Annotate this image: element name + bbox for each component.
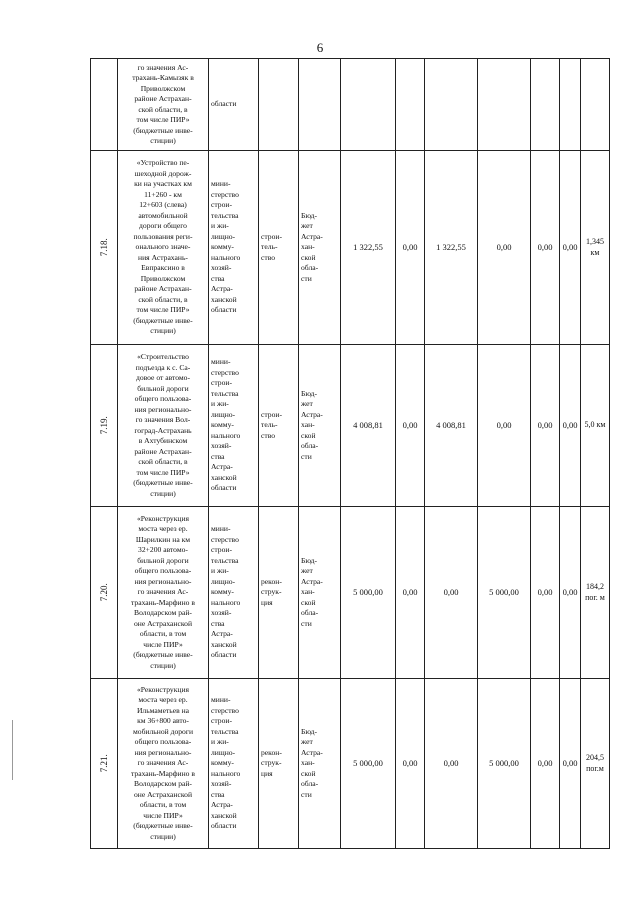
total-amount-cell	[341, 151, 396, 345]
amount-col-2-cell	[396, 679, 425, 849]
capacity-value: 5,0 км	[584, 420, 606, 430]
amount-col-6-cell	[560, 679, 581, 849]
funding-source: Бюд- жет Астра- хан- ской обла- сти	[301, 555, 323, 628]
amount-col-3-cell	[425, 679, 478, 849]
program-table	[90, 58, 610, 849]
amount-col-5-cell	[531, 679, 560, 849]
work-type: рекон- струк- ция	[261, 747, 282, 778]
total-amount: 5 000,00	[353, 758, 383, 769]
amount-col-3-cell	[425, 151, 478, 345]
amount-col-6: 0,00	[562, 242, 578, 253]
amount-col-3-cell	[425, 507, 478, 679]
funding-source: Бюд- жет Астра- хан- ской обла- сти	[301, 388, 323, 461]
project-name: го значения Ас- трахань-Камызяк в Приволжском районе Астрахан- ской области, в том числе ПИР» (бюджетные инве- стиции)	[132, 62, 194, 145]
page-number: 6	[316, 40, 324, 55]
row-number: 7.19.	[98, 416, 109, 434]
amount-col-2-cell	[396, 59, 425, 151]
project-name-cell	[118, 507, 209, 679]
responsible-organization: области	[211, 99, 237, 109]
amount-col-2-cell	[396, 151, 425, 345]
work-type: рекон- струк- ция	[261, 576, 282, 607]
capacity-value-cell	[581, 345, 610, 507]
total-amount-cell	[341, 507, 396, 679]
work-type-cell	[259, 507, 299, 679]
funding-source-cell	[299, 59, 341, 151]
funding-source: Бюд- жет Астра- хан- ской обла- сти	[301, 210, 323, 283]
funding-source: Бюд- жет Астра- хан- ской обла- сти	[301, 726, 323, 799]
amount-col-3: 1 322,55	[436, 242, 466, 253]
table-row	[91, 507, 610, 679]
responsible-organization-cell	[209, 59, 259, 151]
amount-col-6-cell	[560, 151, 581, 345]
responsible-organization-cell	[209, 345, 259, 507]
amount-col-4-cell	[478, 507, 531, 679]
amount-col-4: 5 000,00	[489, 587, 519, 598]
responsible-organization: мини- стерство строи- тельства и жи- лищно- комму- нального хозяй- ства Астра- ханской области	[211, 695, 241, 831]
amount-col-6-cell	[560, 345, 581, 507]
total-amount: 1 322,55	[353, 242, 383, 253]
work-type-cell	[259, 151, 299, 345]
amount-col-6: 0,00	[562, 587, 578, 598]
project-name: «Реконструкция моста через ер. Ильмаметьев на км 36+800 авто- мобильной дороги общего пользова- ния регионально- го значения Ас- трахань-Марфино в Володарском рай- оне Астраханской области, в том числе ПИР» (бюджетные инве- стиции)	[131, 684, 195, 841]
amount-col-4: 0,00	[496, 420, 512, 431]
project-name: «Строительство подъезда к с. Са- довое от автомо- бильной дороги общего пользова- ния регионально- го значения Вол- гоград-Астрахань в Ахтубинском районе Астрахан- ской области, в том числе ПИР» (бюджетные инве- стиции)	[133, 352, 193, 498]
project-name-cell	[118, 151, 209, 345]
capacity-value-cell	[581, 679, 610, 849]
responsible-organization: мини- стерство строи- тельства и жи- лищно- комму- нального хозяй- ства Астра- ханской области	[211, 179, 241, 315]
work-type: строи- тель- ство	[261, 409, 282, 440]
capacity-value: 204,5 пог.м	[586, 753, 604, 773]
amount-col-5: 0,00	[537, 587, 553, 598]
table-row	[91, 679, 610, 849]
row-number: 7.18.	[98, 238, 109, 256]
responsible-organization-cell	[209, 151, 259, 345]
amount-col-3: 4 008,81	[436, 420, 466, 431]
work-type-cell	[259, 59, 299, 151]
total-amount-cell	[341, 679, 396, 849]
amount-col-2: 0,00	[402, 420, 418, 431]
responsible-organization-cell	[209, 679, 259, 849]
project-name-cell	[118, 59, 209, 151]
amount-col-3: 0,00	[443, 587, 459, 598]
amount-col-3: 0,00	[443, 758, 459, 769]
responsible-organization: мини- стерство строи- тельства и жи- лищно- комму- нального хозяй- ства Астра- ханской области	[211, 357, 241, 493]
amount-col-3-cell	[425, 59, 478, 151]
amount-col-6: 0,00	[562, 420, 578, 431]
total-amount-cell	[341, 345, 396, 507]
amount-col-5: 0,00	[537, 420, 553, 431]
amount-col-5-cell	[531, 151, 560, 345]
capacity-value: 184,2 пог. м	[585, 582, 605, 602]
scan-margin-mark	[12, 720, 13, 780]
project-name-cell	[118, 345, 209, 507]
table-row	[91, 151, 610, 345]
row-number-cell	[91, 507, 118, 679]
amount-col-2: 0,00	[402, 587, 418, 598]
capacity-value: 1,345 км	[586, 237, 604, 257]
amount-col-3-cell	[425, 345, 478, 507]
amount-col-6-cell	[560, 59, 581, 151]
amount-col-2: 0,00	[402, 758, 418, 769]
responsible-organization: мини- стерство строи- тельства и жи- лищно- комму- нального хозяй- ства Астра- ханской области	[211, 524, 241, 660]
amount-col-4-cell	[478, 59, 531, 151]
amount-col-5-cell	[531, 507, 560, 679]
amount-col-5: 0,00	[537, 242, 553, 253]
total-amount: 4 008,81	[353, 420, 383, 431]
row-number: 7.21.	[98, 754, 109, 772]
row-number-cell	[91, 345, 118, 507]
amount-col-5: 0,00	[537, 758, 553, 769]
row-number-cell	[91, 679, 118, 849]
table-body	[91, 59, 610, 849]
project-name: «Реконструкция моста через ер. Шарилкин на км 32+200 автомо- бильной дороги общего пользова- ния регионально- го значения Ас- трахань-Марфино в Володарском рай- оне Астраханской области, в том числе ПИР» (бюджетные инве- стиции)	[131, 513, 195, 670]
work-type-cell	[259, 345, 299, 507]
funding-source-cell	[299, 507, 341, 679]
funding-source-cell	[299, 345, 341, 507]
work-type: строи- тель- ство	[261, 231, 282, 262]
amount-col-6-cell	[560, 507, 581, 679]
capacity-value-cell	[581, 59, 610, 151]
total-amount-cell	[341, 59, 396, 151]
row-number-cell	[91, 59, 118, 151]
amount-col-2-cell	[396, 345, 425, 507]
amount-col-2: 0,00	[402, 242, 418, 253]
amount-col-5-cell	[531, 59, 560, 151]
amount-col-4-cell	[478, 151, 531, 345]
amount-col-4-cell	[478, 345, 531, 507]
total-amount: 5 000,00	[353, 587, 383, 598]
funding-source-cell	[299, 679, 341, 849]
project-name-cell	[118, 679, 209, 849]
project-name: «Устройство пе- шеходной дорож- ки на участках км 11+260 - км 12+603 (слева) автомобильной дороги общего пользования реги- онального значе- ния Астрахань- Евпраксино в Приволжском районе Астрахан- ской области, в том числе ПИР» (бюджетные инве- стиции)	[133, 158, 193, 336]
amount-col-4: 5 000,00	[489, 758, 519, 769]
row-number-cell	[91, 151, 118, 345]
table-row	[91, 59, 610, 151]
amount-col-4-cell	[478, 679, 531, 849]
table-row	[91, 345, 610, 507]
capacity-value-cell	[581, 151, 610, 345]
funding-source-cell	[299, 151, 341, 345]
responsible-organization-cell	[209, 507, 259, 679]
amount-col-6: 0,00	[562, 758, 578, 769]
work-type-cell	[259, 679, 299, 849]
capacity-value-cell	[581, 507, 610, 679]
row-number: 7.20.	[98, 583, 109, 601]
amount-col-5-cell	[531, 345, 560, 507]
amount-col-2-cell	[396, 507, 425, 679]
amount-col-4: 0,00	[496, 242, 512, 253]
